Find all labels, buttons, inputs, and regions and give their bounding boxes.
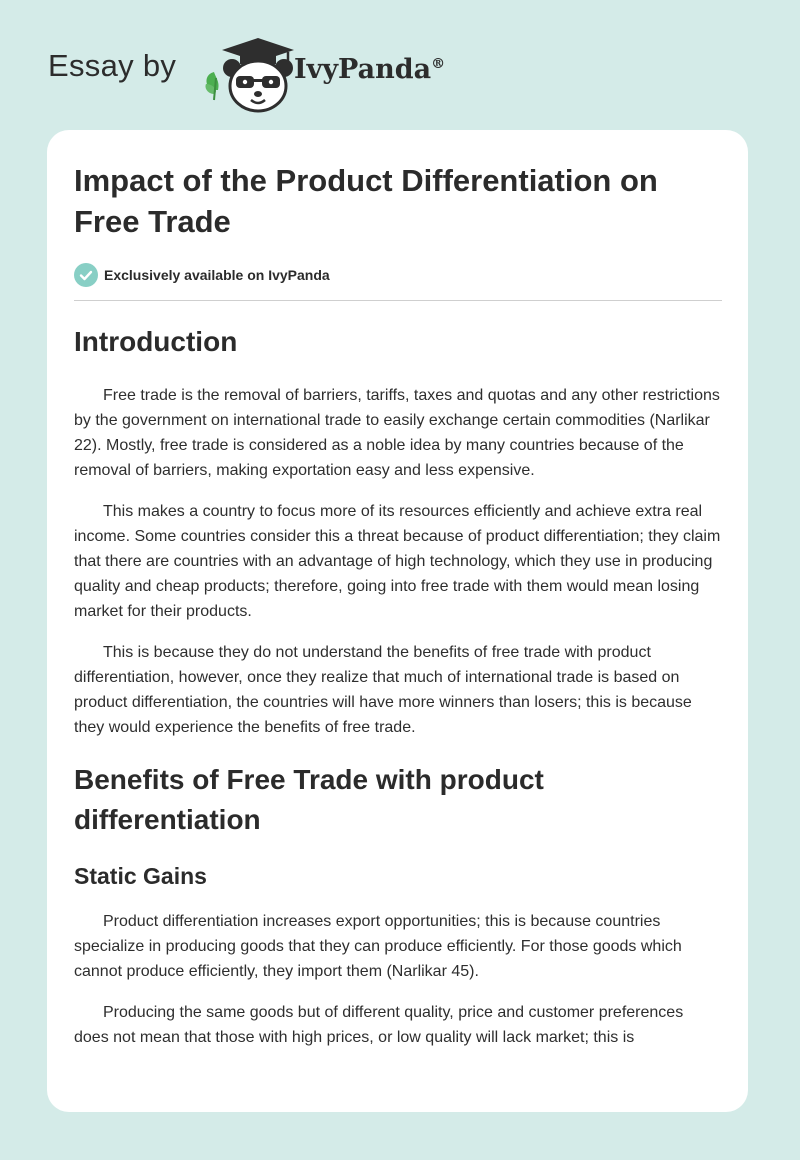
subsection-heading-static-gains: Static Gains bbox=[74, 863, 207, 889]
title-divider bbox=[74, 300, 722, 301]
brand-name-text: IvyPanda bbox=[294, 54, 432, 85]
registered-mark: ® bbox=[431, 56, 446, 72]
article-card bbox=[47, 130, 748, 1112]
paragraph: This is because they do not understand the benefits of free trade with product differentiation, however, once they realize that much of international trade is based on product differentiation, the countries will have more winners than losers; this is because they would experience the benefits of free trade. bbox=[74, 644, 692, 736]
section-heading-introduction: Introduction bbox=[74, 326, 238, 357]
exclusive-badge bbox=[74, 262, 722, 288]
section-heading-benefits: Benefits of Free Trade with product differentiation bbox=[74, 764, 544, 835]
brand-prefix: Essay by bbox=[48, 48, 177, 83]
paragraph: Producing the same goods but of different quality, price and customer preferences does not mean that those with high prices, or low quality will lack market; this is bbox=[74, 1004, 684, 1046]
article-content bbox=[74, 160, 722, 1050]
paragraph: Product differentiation increases export opportunities; this is because countries specialize in producing goods that they can produce efficiently. For those goods which cannot produce efficiently, they import them (Narlikar 45). bbox=[74, 913, 682, 980]
paragraph: This makes a country to focus more of its resources efficiently and achieve extra real income. Some countries consider this a threat because of product differentiation; they claim that there are countries with an advantage of high technology, which they use in producing quality and cheap products; therefore, going into free trade with them would mean losing market for their products. bbox=[74, 503, 721, 620]
check-circle-icon bbox=[74, 263, 98, 287]
brand-header bbox=[48, 34, 468, 114]
article-title: Impact of the Product Differentiation on Free Trade bbox=[74, 163, 658, 239]
panda-logo-icon[interactable] bbox=[200, 34, 298, 114]
paragraph: Free trade is the removal of barriers, tariffs, taxes and quotas and any other restrictions by the government on international trade to easily exchange certain commodities (Narlikar 22). Mostly, free trade is considered as a noble idea by many countries because of the removal of barriers, making exportation easy and less expensive. bbox=[74, 387, 720, 479]
exclusive-badge-text: Exclusively available on IvyPanda bbox=[104, 267, 330, 283]
brand-name[interactable] bbox=[294, 54, 445, 85]
